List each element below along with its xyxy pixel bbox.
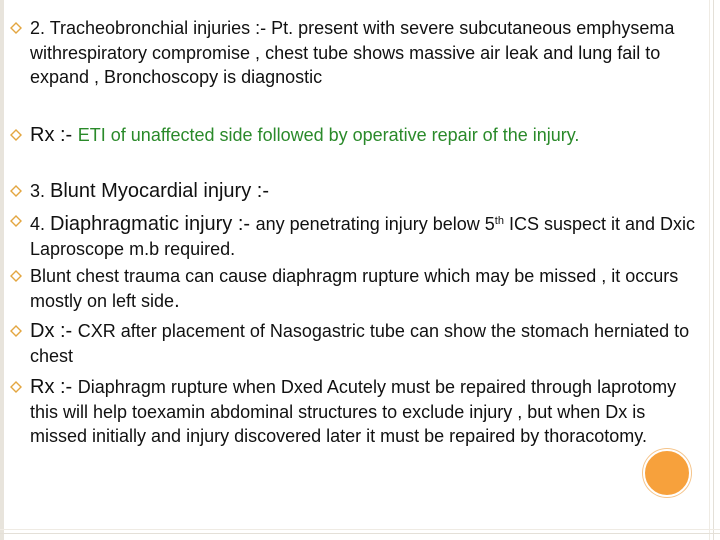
- item-body: CXR after placement of Nasogastric tube can show the stomach herniated to chest: [30, 321, 690, 366]
- item-body: Diaphragm rupture when Dxed Acutely must be repaired through laprotomy this will help toexamin abdominal structures to exclude injury , but when Dx is missed initially and injury discovered later it must be repaired by thoracotomy.: [30, 377, 677, 446]
- item-heading: Rx: [30, 376, 60, 398]
- decorative-circle: [643, 449, 691, 497]
- hollow-diamond-icon: [10, 270, 22, 282]
- list-item-text: [30, 123, 700, 148]
- hollow-diamond-icon: [10, 381, 22, 393]
- list-item-text: [30, 16, 700, 90]
- item-body: Pt. present with severe subcutaneous emphysema withrespiratory compromise , chest tube shows massive air leak and lung fail to expand , Bronchoscopy is diagnostic: [30, 18, 675, 87]
- hollow-diamond-icon: [10, 22, 22, 34]
- item-heading: Blunt Myocardial injury :-: [50, 180, 269, 202]
- item-separator: :-: [60, 320, 78, 342]
- item-heading: Dx: [30, 320, 60, 342]
- item-period: .: [174, 289, 180, 312]
- item-body: any penetrating injury below 5: [255, 214, 495, 234]
- superscript: th: [494, 215, 504, 227]
- item-body-cont: ICS suspect it and Dxic Laproscope m.b required.: [30, 214, 696, 259]
- list-item-text: [30, 319, 700, 368]
- item-body: ETI of unaffected side followed by operative repair of the injury.: [77, 125, 580, 145]
- item-heading: Rx: [30, 124, 60, 146]
- hollow-diamond-icon: [10, 185, 22, 197]
- item-number: 3.: [30, 181, 51, 201]
- hollow-diamond-icon: [10, 325, 22, 337]
- list-item-text: [30, 264, 700, 313]
- item-separator: :-: [60, 124, 78, 146]
- hollow-diamond-icon: [10, 129, 22, 141]
- item-heading: Tracheobronchial injuries :-: [49, 18, 272, 38]
- item-separator: :-: [60, 376, 78, 398]
- item-body: Blunt chest trauma can cause diaphragm rupture which may be missed , it occurs mostly on left side: [30, 266, 679, 311]
- item-heading: Diaphragmatic injury :-: [50, 213, 256, 235]
- item-number: 2.: [30, 18, 50, 38]
- list-item-text: [30, 179, 700, 204]
- list-item-text: [30, 375, 700, 449]
- item-number: 4.: [30, 214, 51, 234]
- list-item-text: [30, 209, 700, 261]
- hollow-diamond-icon: [10, 215, 22, 227]
